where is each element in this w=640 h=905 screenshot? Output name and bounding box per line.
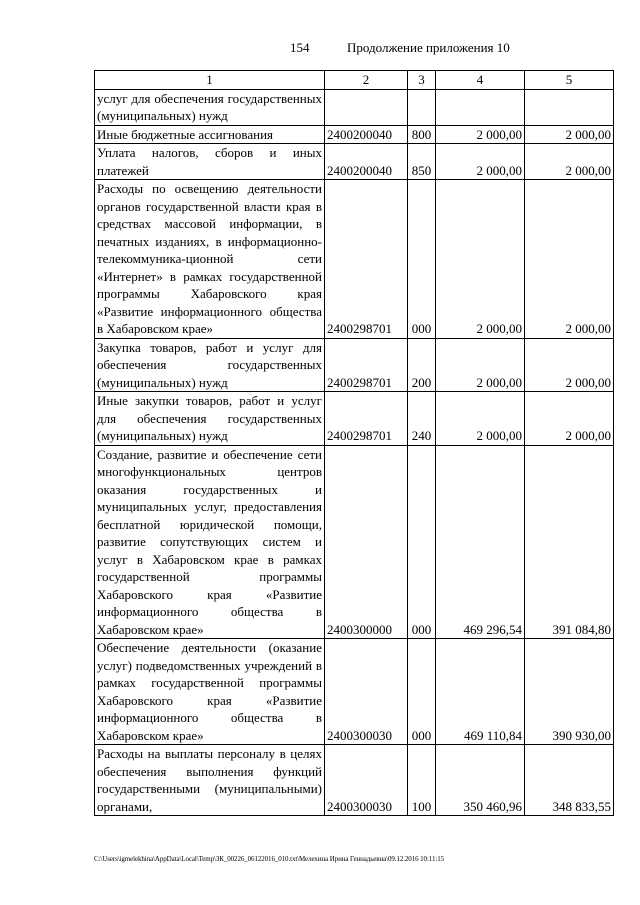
table-row bbox=[95, 392, 614, 446]
table-row bbox=[95, 445, 614, 639]
row-code: 2400300000 bbox=[325, 445, 408, 639]
row-value-2: 2 000,00 bbox=[525, 392, 614, 446]
row-type: 100 bbox=[408, 745, 436, 816]
row-code: 2400200040 bbox=[325, 144, 408, 180]
row-code: 2400200040 bbox=[325, 125, 408, 144]
row-value-2: 2 000,00 bbox=[525, 338, 614, 392]
row-name: Создание, развитие и обеспечение сети многофункциональных центров оказания государственных и муниципальных услуг, предоставления бесплатной юридической помощи, развитие сопутствующих систем и услуг в Хабаровском крае в рамках государственной программы Хабаровского края «Развитие информационного общества в Хабаровском крае» bbox=[95, 445, 325, 639]
row-value-2: 391 084,80 bbox=[525, 445, 614, 639]
column-header: 3 bbox=[408, 71, 436, 90]
row-value-2: 2 000,00 bbox=[525, 125, 614, 144]
row-value-2: 390 930,00 bbox=[525, 639, 614, 745]
appendix-continuation-title: Продолжение приложения 10 bbox=[347, 40, 510, 55]
row-value-1 bbox=[436, 89, 525, 125]
table-row bbox=[95, 745, 614, 816]
table-row bbox=[95, 125, 614, 144]
row-type bbox=[408, 89, 436, 125]
file-path-footer: C:\Users\igmelekhina\AppData\Local\Temp\ЗК_00226_06122016_010.txt\Мелехина Ирина Геннадьевна\09.12.2016 10:11:15 bbox=[94, 855, 444, 863]
table-row bbox=[95, 89, 614, 125]
row-name: Закупка товаров, работ и услуг для обеспечения государственных (муниципальных) нужд bbox=[95, 338, 325, 392]
table-row bbox=[95, 639, 614, 745]
row-code: 2400298701 bbox=[325, 338, 408, 392]
row-name: Расходы на выплаты персоналу в целях обеспечения выполнения функций государственными (муниципальными) органами, bbox=[95, 745, 325, 816]
row-name: Расходы по освещению деятельности органов государственной власти края в средствах массовой информации, в печатных изданиях, в информационно-телекоммуника-ционной сети «Интернет» в рамках государственной программы Хабаровского края «Развитие информационного общества в Хабаровском крае» bbox=[95, 180, 325, 339]
row-value-2: 2 000,00 bbox=[525, 144, 614, 180]
row-code: 2400298701 bbox=[325, 392, 408, 446]
row-code: 2400298701 bbox=[325, 180, 408, 339]
table-row bbox=[95, 338, 614, 392]
row-name: Иные бюджетные ассигнования bbox=[95, 125, 325, 144]
row-value-1: 2 000,00 bbox=[436, 144, 525, 180]
column-header: 2 bbox=[325, 71, 408, 90]
row-type: 800 bbox=[408, 125, 436, 144]
row-value-2: 2 000,00 bbox=[525, 180, 614, 339]
row-value-1: 350 460,96 bbox=[436, 745, 525, 816]
row-name: Иные закупки товаров, работ и услуг для обеспечения государственных (муниципальных) нужд bbox=[95, 392, 325, 446]
row-value-1: 2 000,00 bbox=[436, 338, 525, 392]
row-name: услуг для обеспечения государственных (муниципальных) нужд bbox=[95, 89, 325, 125]
table-row bbox=[95, 180, 614, 339]
row-value-1: 2 000,00 bbox=[436, 392, 525, 446]
row-type: 000 bbox=[408, 180, 436, 339]
row-type: 000 bbox=[408, 639, 436, 745]
row-value-1: 2 000,00 bbox=[436, 125, 525, 144]
row-value-2: 348 833,55 bbox=[525, 745, 614, 816]
row-type: 200 bbox=[408, 338, 436, 392]
budget-table bbox=[94, 70, 614, 816]
table-row bbox=[95, 144, 614, 180]
row-value-1: 469 296,54 bbox=[436, 445, 525, 639]
column-header: 4 bbox=[436, 71, 525, 90]
row-name: Обеспечение деятельности (оказание услуг) подведомственных учреждений в рамках государственной программы Хабаровского края «Развитие информационного общества в Хабаровском крае» bbox=[95, 639, 325, 745]
row-code: 2400300030 bbox=[325, 639, 408, 745]
row-value-1: 2 000,00 bbox=[436, 180, 525, 339]
row-code: 2400300030 bbox=[325, 745, 408, 816]
column-header: 5 bbox=[525, 71, 614, 90]
row-type: 850 bbox=[408, 144, 436, 180]
row-type: 000 bbox=[408, 445, 436, 639]
row-value-1: 469 110,84 bbox=[436, 639, 525, 745]
page-number: 154 bbox=[290, 40, 310, 55]
row-value-2 bbox=[525, 89, 614, 125]
table-header-row bbox=[95, 71, 614, 90]
row-name: Уплата налогов, сборов и иных платежей bbox=[95, 144, 325, 180]
row-type: 240 bbox=[408, 392, 436, 446]
column-header: 1 bbox=[95, 71, 325, 90]
row-code bbox=[325, 89, 408, 125]
